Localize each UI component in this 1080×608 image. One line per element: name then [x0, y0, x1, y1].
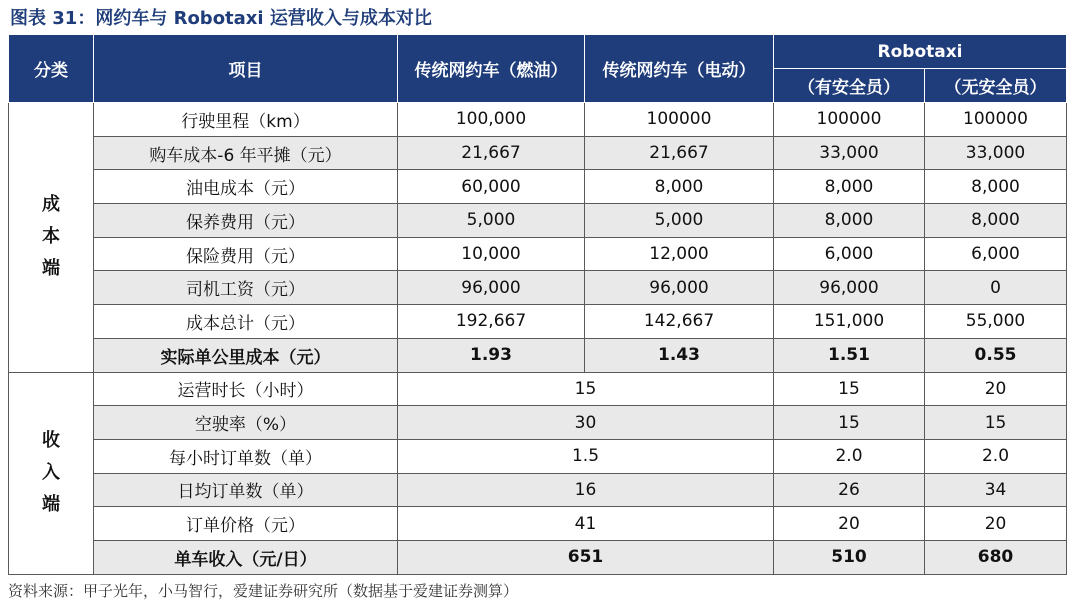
cell-robo-safety: 20: [774, 507, 925, 541]
cell-robo-safety: 100000: [774, 103, 925, 137]
table-row: [9, 406, 1067, 440]
cell-robo-safety: 96,000: [774, 271, 925, 305]
table-row: [9, 473, 1067, 507]
row-item: 订单价格（元）: [94, 507, 398, 541]
table-row: [9, 439, 1067, 473]
cell-robo-nosafety: 8,000: [925, 170, 1067, 204]
cell-traditional: 651: [398, 540, 774, 574]
cell-traditional: 41: [398, 507, 774, 541]
cell-robo-nosafety: 0: [925, 271, 1067, 305]
row-item: 保养费用（元）: [94, 204, 398, 238]
cell-robo-safety: 15: [774, 372, 925, 406]
row-item: 保险费用（元）: [94, 237, 398, 271]
row-item: 油电成本（元）: [94, 170, 398, 204]
cell-ev: 96,000: [585, 271, 774, 305]
category-revenue: 收 入 端: [9, 372, 94, 574]
cell-robo-safety: 8,000: [774, 170, 925, 204]
table-row: [9, 103, 1067, 137]
header-robotaxi-no-safety: （无安全员）: [925, 69, 1067, 103]
table-row: [9, 305, 1067, 339]
cell-robo-safety: 26: [774, 473, 925, 507]
cell-robo-safety: 33,000: [774, 136, 925, 170]
cell-robo-nosafety: 55,000: [925, 305, 1067, 339]
cell-fuel: 21,667: [398, 136, 585, 170]
cell-robo-nosafety: 100000: [925, 103, 1067, 137]
row-item: 每小时订单数（单）: [94, 439, 398, 473]
cell-ev: 21,667: [585, 136, 774, 170]
comparison-table: [8, 34, 1067, 575]
category-cost: 成 本 端: [9, 103, 94, 373]
cell-robo-safety: 6,000: [774, 237, 925, 271]
cell-robo-safety: 1.51: [774, 338, 925, 372]
cell-fuel: 96,000: [398, 271, 585, 305]
row-item: 购车成本-6 年平摊（元）: [94, 136, 398, 170]
cell-robo-nosafety: 6,000: [925, 237, 1067, 271]
cell-robo-nosafety: 0.55: [925, 338, 1067, 372]
cell-traditional: 16: [398, 473, 774, 507]
cell-robo-nosafety: 20: [925, 507, 1067, 541]
row-item: 空驶率（%）: [94, 406, 398, 440]
cell-ev: 8,000: [585, 170, 774, 204]
header-item: 项目: [94, 35, 398, 103]
cell-ev: 12,000: [585, 237, 774, 271]
header-ev: 传统网约车（电动）: [585, 35, 774, 103]
cell-fuel: 5,000: [398, 204, 585, 238]
cell-ev: 100000: [585, 103, 774, 137]
header-robotaxi: Robotaxi: [774, 35, 1067, 69]
table-row-total: [9, 540, 1067, 574]
cell-robo-nosafety: 2.0: [925, 439, 1067, 473]
table-row: [9, 507, 1067, 541]
cell-robo-nosafety: 15: [925, 406, 1067, 440]
cell-fuel: 100,000: [398, 103, 585, 137]
header-category: 分类: [9, 35, 94, 103]
table-row-total: [9, 338, 1067, 372]
cell-robo-nosafety: 20: [925, 372, 1067, 406]
row-item: 司机工资（元）: [94, 271, 398, 305]
row-item: 运营时长（小时）: [94, 372, 398, 406]
cell-robo-nosafety: 680: [925, 540, 1067, 574]
table-row: [9, 237, 1067, 271]
cell-robo-nosafety: 33,000: [925, 136, 1067, 170]
cell-fuel: 192,667: [398, 305, 585, 339]
cell-robo-safety: 151,000: [774, 305, 925, 339]
cell-traditional: 30: [398, 406, 774, 440]
cell-traditional: 15: [398, 372, 774, 406]
header-fuel: 传统网约车（燃油）: [398, 35, 585, 103]
cell-robo-nosafety: 34: [925, 473, 1067, 507]
row-item: 单车收入（元/日）: [94, 540, 398, 574]
table-row: [9, 271, 1067, 305]
cell-ev: 1.43: [585, 338, 774, 372]
cell-traditional: 1.5: [398, 439, 774, 473]
row-item: 实际单公里成本（元）: [94, 338, 398, 372]
source-footnote: 资料来源：甲子光年，小马智行，爱建证券研究所（数据基于爱建证券测算）: [8, 582, 519, 600]
table-row: [9, 372, 1067, 406]
table-row: [9, 136, 1067, 170]
table-row: [9, 204, 1067, 238]
cell-robo-safety: 510: [774, 540, 925, 574]
row-item: 成本总计（元）: [94, 305, 398, 339]
cell-fuel: 60,000: [398, 170, 585, 204]
cell-ev: 142,667: [585, 305, 774, 339]
cell-robo-nosafety: 8,000: [925, 204, 1067, 238]
cell-robo-safety: 2.0: [774, 439, 925, 473]
cell-fuel: 10,000: [398, 237, 585, 271]
row-item: 行驶里程（km）: [94, 103, 398, 137]
cell-ev: 5,000: [585, 204, 774, 238]
cell-robo-safety: 8,000: [774, 204, 925, 238]
header-robotaxi-with-safety: （有安全员）: [774, 69, 925, 103]
table-row: [9, 170, 1067, 204]
row-item: 日均订单数（单）: [94, 473, 398, 507]
figure-title: 图表 31：网约车与 Robotaxi 运营收入与成本对比: [10, 8, 432, 29]
cell-robo-safety: 15: [774, 406, 925, 440]
cell-fuel: 1.93: [398, 338, 585, 372]
